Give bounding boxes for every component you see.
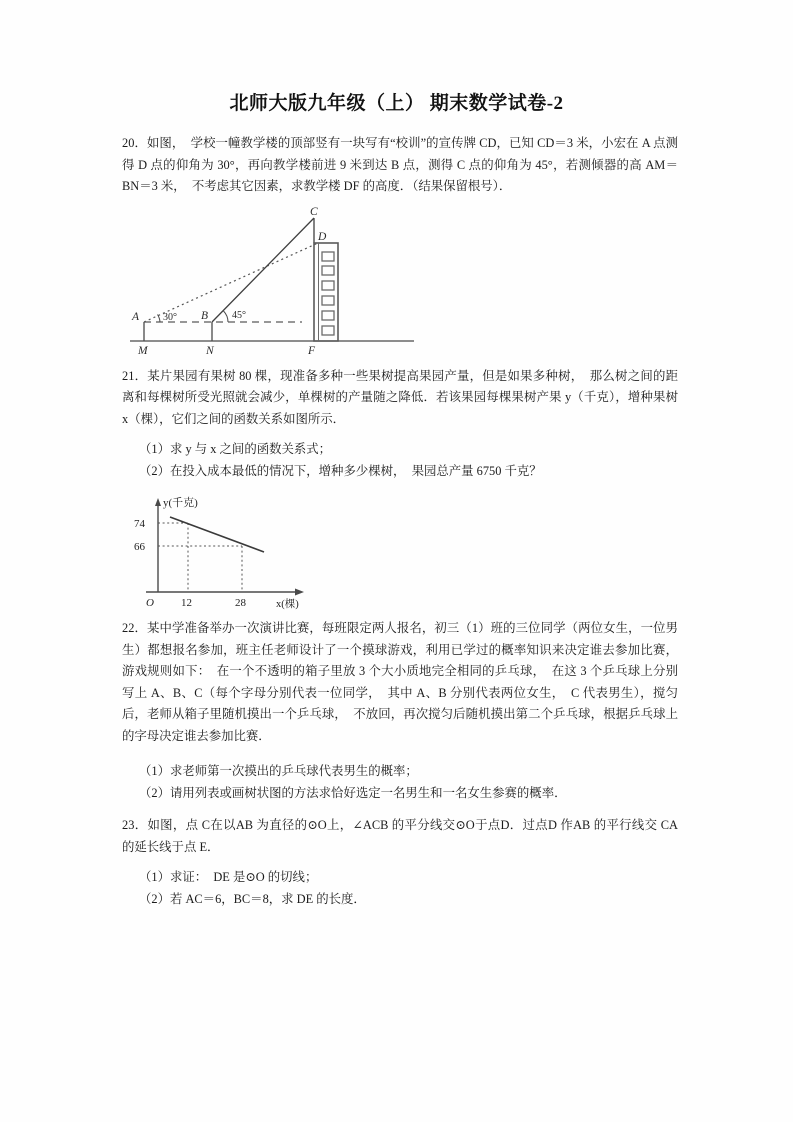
angle-label-30: 30°	[163, 311, 177, 323]
question-21-figure	[122, 492, 678, 612]
question-21-sub-2: （2）在投入成本最低的情况下，增种多少棵树， 果园总产量 6750 千克？	[139, 463, 542, 478]
building-window	[322, 296, 334, 305]
x-tick-12: 12	[181, 597, 192, 609]
label-b: B	[201, 309, 209, 322]
question-23-body: 23．如图，点 C在以AB 为直径的⊙O上，∠ACB 的平分线交⊙O于点D．过点D 作AB 的平行线交 CA 的延长线于点 E．	[122, 818, 678, 854]
label-f: F	[308, 344, 316, 357]
x-tick-28: 28	[235, 597, 246, 609]
question-22-sub-2: （2）请用列表或画树状图的方法求恰好选定一名男生和一名女生参赛的概率．	[139, 785, 567, 800]
y-axis-arrow	[155, 498, 161, 506]
label-c: C	[310, 205, 318, 218]
question-21	[122, 366, 678, 613]
y-tick-74: 74	[134, 518, 145, 530]
question-22-sub-1: （1）求老师第一次摸出的乒乓球代表男生的概率；	[139, 764, 418, 778]
building-window	[322, 281, 334, 290]
question-21-body: 21．某片果园有果树 80 棵，现准备多种一些果树提高果园产量，但是如果多种树， 那么树之间的距离和每棵树所受光照就会减少，单棵树的产量随之降低．若该果园每棵果树产果 y（千克），增种果树 x（棵），它们之间的函数关系如图所示．	[122, 368, 678, 426]
x-axis-arrow	[295, 589, 304, 596]
angle-label-45: 45°	[232, 309, 246, 321]
question-22-body: 22．某中学准备举办一次演讲比赛，每班限定两人报名，初三（1）班的三位同学（两位女生，一位男生）都想报名参加，班主任老师设计了一个摸球游戏，利用已学过的概率知识来决定谁去参加比赛，游戏规则如下： 在一个不透明的箱子里放 3 个大小质地完全相同的乒乓球， 在这 3 个乒乓球上分别写上 A、B、C（每个字母分别代表一位同学， 其中 A、B 分别代表两位女生， C 代表男生），搅匀后，老师从箱子里随机摸出一个乒乓球， 不放回，再次搅匀后随机摸出第二个乒乓球，根据乒乓球上的字母决定谁去参加比赛．	[122, 621, 678, 743]
label-n: N	[206, 344, 214, 357]
x-axis-label: x(棵)	[276, 599, 299, 610]
page-title: 北师大版九年级（上） 期末数学试卷-2	[229, 93, 564, 114]
label-m: M	[138, 344, 148, 357]
question-21-sub-1: （1）求 y 与 x 之间的函数关系式；	[139, 442, 332, 456]
spacer	[122, 858, 678, 867]
spacer	[122, 804, 678, 813]
sight-line-a-to-d	[144, 243, 318, 322]
origin-label: O	[146, 597, 154, 609]
building-window	[322, 311, 334, 320]
question-23-sub-1: （1）求证： DE 是⊙O 的切线；	[139, 870, 318, 884]
label-a: A	[132, 310, 140, 323]
question-list	[122, 133, 678, 912]
building-window	[322, 326, 334, 335]
question-23-sub-2: （2）若 AC＝6，BC＝8，求 DE 的长度．	[139, 891, 366, 906]
sight-line-b-to-c	[212, 218, 314, 322]
y-tick-66: 66	[134, 541, 145, 553]
y-axis-label: y(千克)	[163, 497, 198, 509]
spacer	[122, 747, 678, 761]
spacer	[122, 430, 678, 439]
question-23	[122, 815, 678, 910]
data-line-series-1	[170, 517, 264, 552]
question-22	[122, 618, 678, 813]
building-window	[322, 266, 334, 275]
yield-vs-extra-trees-chart	[124, 492, 384, 610]
building-window	[322, 252, 334, 261]
question-20-body: 20．如图， 学校一幢教学楼的顶部竖有一块写有“校训”的宣传牌 CD，已知 CD＝3 米，小宏在 A 点测得 D 点的仰角为 30°，再向教学楼前进 9 米到达 B 点，测得 C 点的仰角为 45°，若测倾器的高 AM＝BN＝3 米， 不考虑其它因素，求教学楼 DF 的高度．（结果保留根号）．	[122, 136, 678, 193]
label-d: D	[318, 230, 327, 243]
question-20-figure	[122, 204, 678, 362]
angle-arc-b	[224, 311, 229, 322]
building-elevation-angle-diagram	[122, 204, 422, 362]
question-20	[122, 133, 678, 362]
